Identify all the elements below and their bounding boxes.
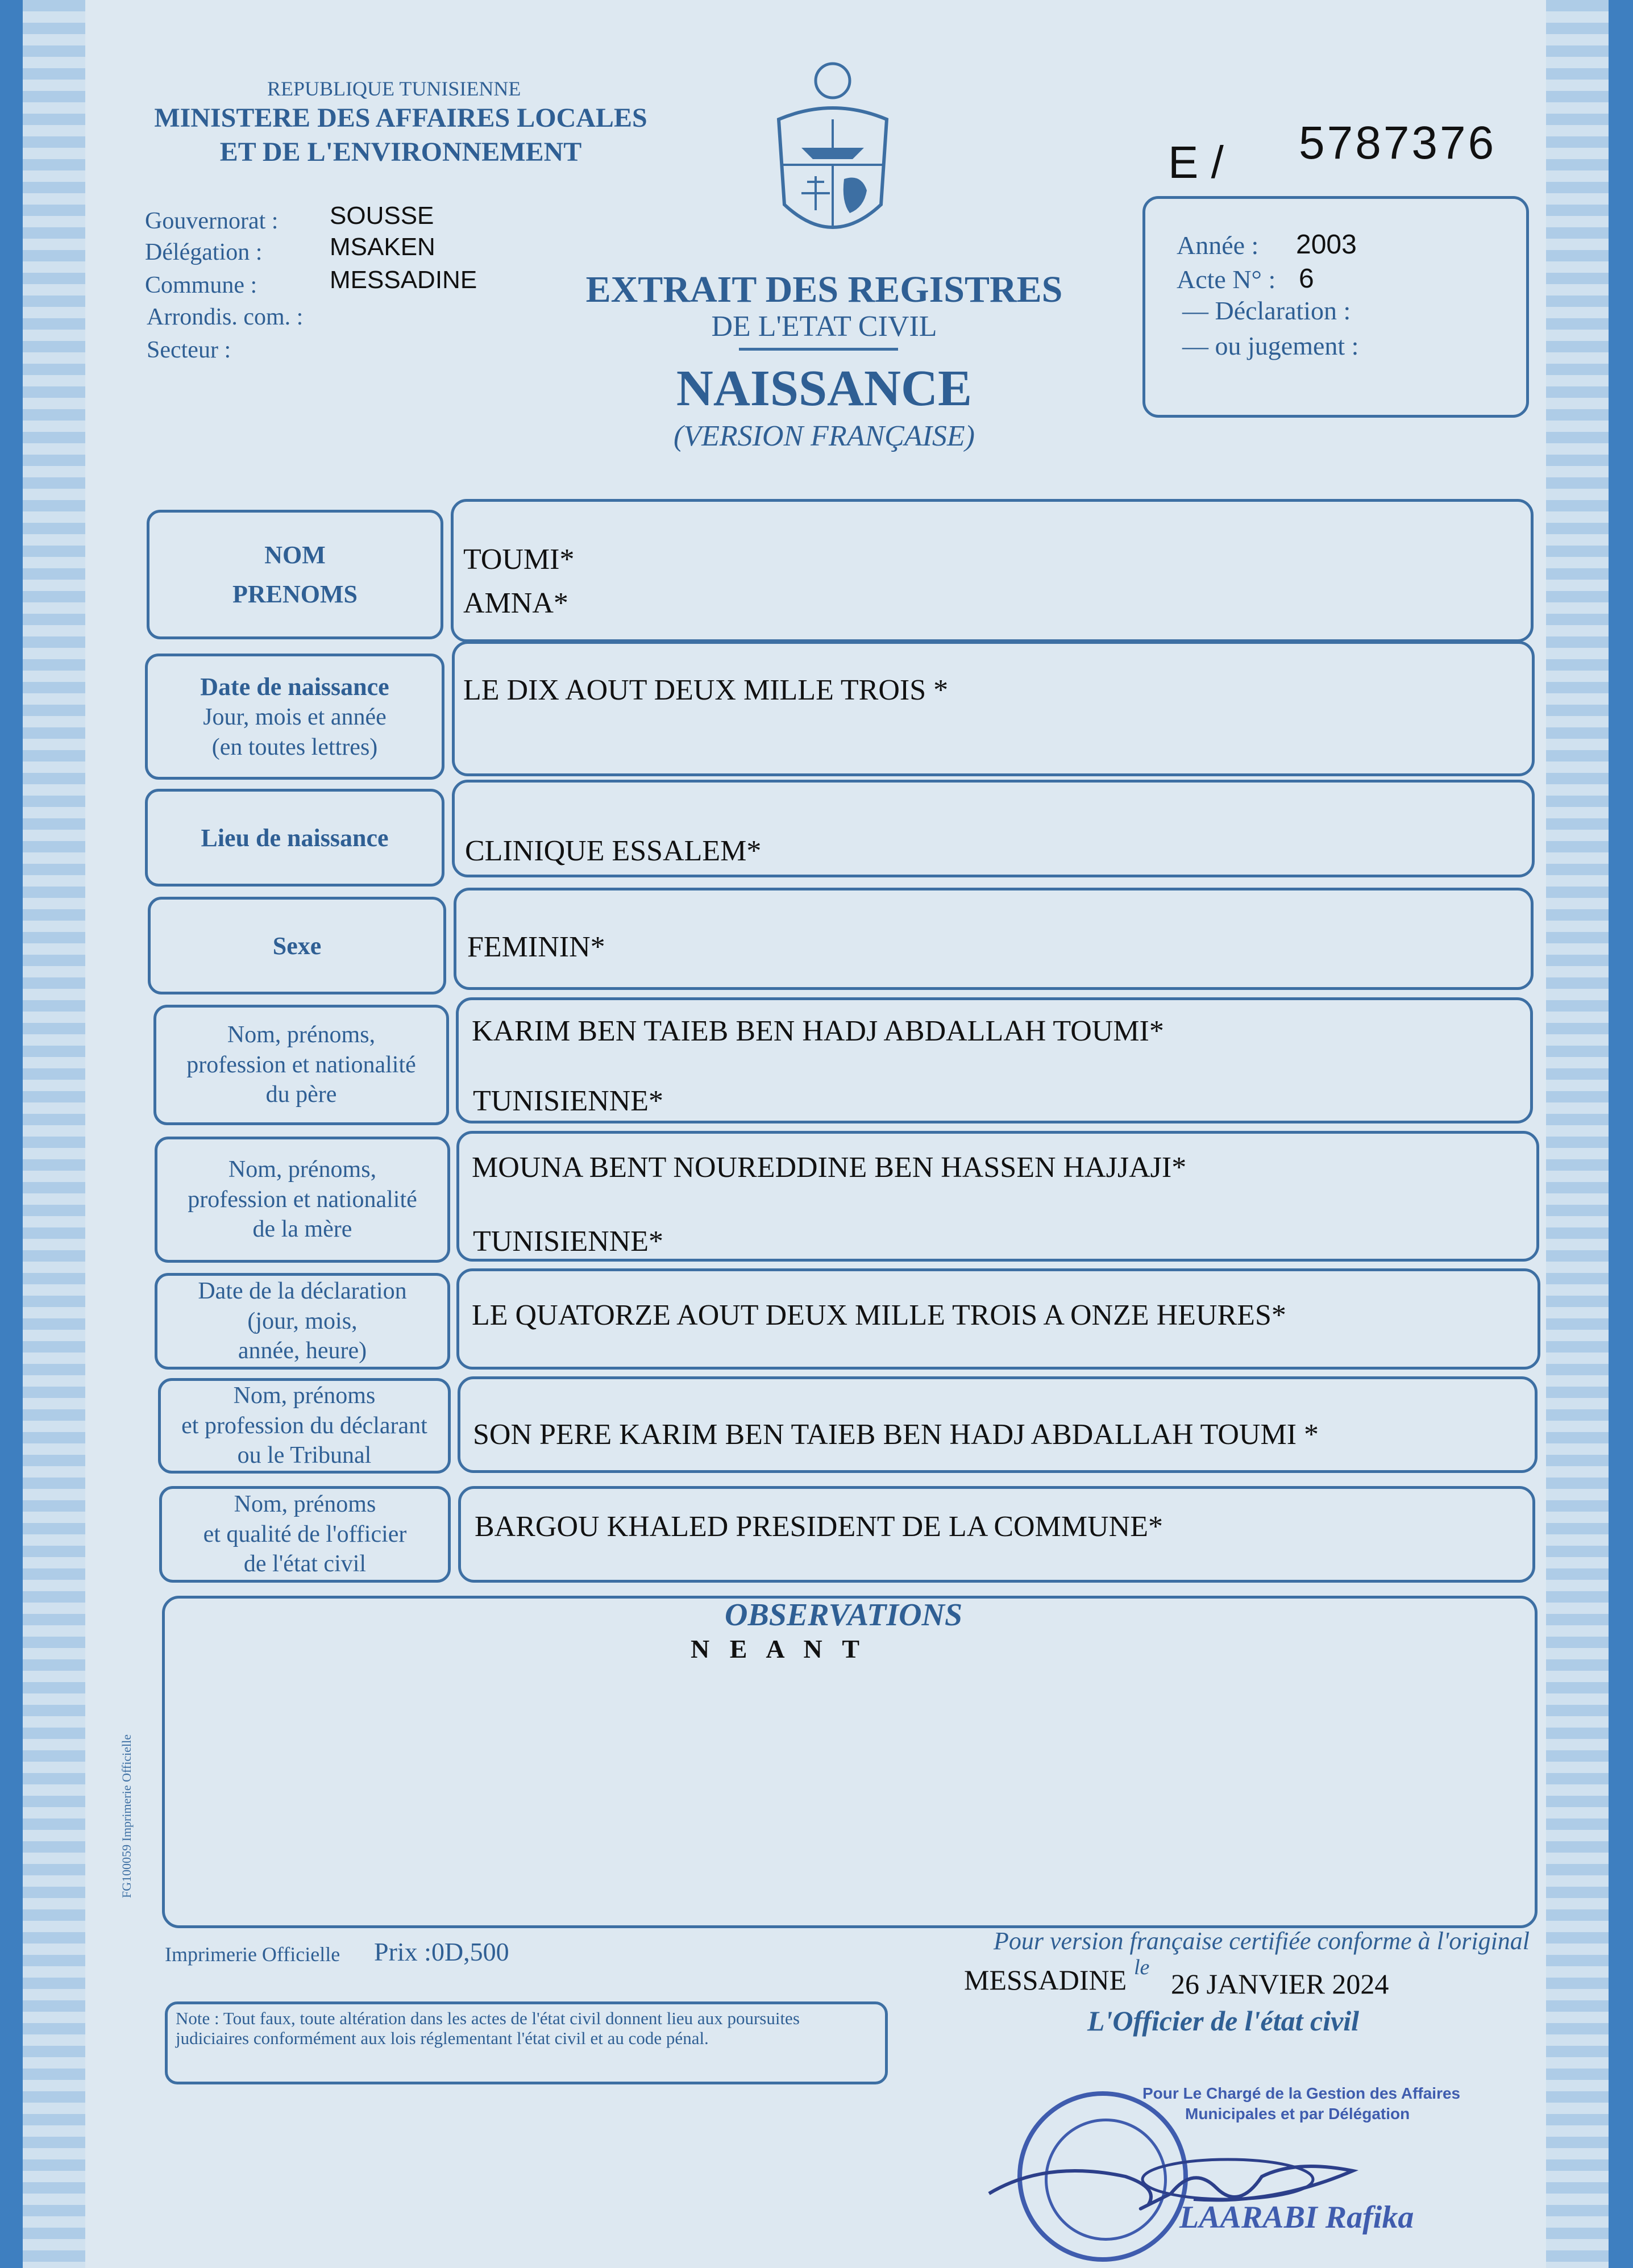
declarant-value: SON PERE KARIM BEN TAIEB BEN HADJ ABDALLAH TOUMI * — [473, 1418, 1319, 1451]
pere-value-name: KARIM BEN TAIEB BEN HADJ ABDALLAH TOUMI* — [472, 1015, 1164, 1047]
dob-label-sub1: Jour, mois et année — [203, 704, 387, 730]
delegation-value: MSAKEN — [330, 233, 435, 261]
delegation-line2: Municipales et par Délégation — [1185, 2105, 1410, 2123]
prenoms-value: AMNA* — [463, 587, 568, 619]
annee-label: Année : — [1177, 231, 1259, 260]
prenoms-label: PRENOMS — [232, 580, 358, 608]
sexe-label: Sexe — [272, 931, 322, 960]
commune-label: Commune : — [145, 272, 257, 298]
mere-label-line1: Nom, prénoms, — [228, 1156, 377, 1183]
declarant-label-line1: Nom, prénoms — [233, 1383, 376, 1409]
officier-label-line2: et qualité de l'officier — [203, 1521, 407, 1547]
sexe-value-box — [454, 888, 1534, 990]
title-version: (VERSION FRANÇAISE) — [674, 420, 975, 452]
decl-label-line3: année, heure) — [238, 1338, 367, 1364]
mere-label-line3: de la mère — [252, 1216, 352, 1243]
dob-label-sub2: (en toutes lettres) — [211, 734, 378, 760]
pere-label-line1: Nom, prénoms, — [227, 1022, 376, 1048]
pere-label-line2: profession et nationalité — [186, 1051, 416, 1078]
legal-note-text: Note : Tout faux, toute altération dans les actes de l'état civil donnent lieu aux poursuites judiciaires conformément aux lois réglementant l'état civil et au code pénal. — [176, 2008, 800, 2048]
officer-title: L'Officier de l'état civil — [1087, 2005, 1360, 2037]
declarant-label-box — [158, 1378, 451, 1474]
arrondissement-label: Arrondis. com. : — [147, 304, 304, 330]
observations-title: OBSERVATIONS — [725, 1597, 963, 1633]
le-text: le — [1134, 1955, 1150, 1979]
observations-value: N E A N T — [691, 1634, 867, 1663]
date-naissance-value-box — [452, 641, 1535, 776]
pere-label-line3: du père — [265, 1081, 337, 1108]
sexe-value: FEMININ* — [467, 931, 605, 963]
decorative-border-right — [1546, 0, 1609, 2268]
acte-number-value: 6 — [1299, 264, 1314, 294]
acte-number-label: Acte N° : — [1177, 265, 1276, 294]
coat-of-arms-emblem — [767, 57, 898, 256]
signatory-name: LAARABI Rafika — [1179, 2200, 1414, 2235]
place-text: MESSADINE — [964, 1964, 1127, 1996]
delegation-label: Délégation : — [145, 239, 263, 265]
pere-label-box — [153, 1005, 449, 1125]
commune-value: MESSADINE — [330, 266, 477, 294]
lieu-naissance-label-box — [145, 789, 444, 887]
delegation-line1: Pour Le Chargé de la Gestion des Affaires — [1142, 2084, 1461, 2102]
declarant-label-line2: et profession du déclarant — [181, 1412, 427, 1439]
decl-label-line1: Date de la déclaration — [198, 1278, 407, 1305]
mere-value-nationality: TUNISIENNE* — [473, 1225, 664, 1258]
republic-text: REPUBLIQUE TUNISIENNE — [267, 77, 521, 100]
dob-label-title: Date de naissance — [200, 673, 389, 701]
title-underline — [739, 348, 898, 351]
annee-value: 2003 — [1296, 230, 1357, 260]
prix-text: Prix :0D,500 — [374, 1937, 509, 1966]
mere-value-name: MOUNA BENT NOUREDDINE BEN HASSEN HAJJAJI* — [472, 1151, 1187, 1184]
certified-text: Pour version française certifiée conforme à l'original — [994, 1927, 1530, 1955]
declaration-date-value: LE QUATORZE AOUT DEUX MILLE TROIS A ONZE HEURES* — [472, 1299, 1286, 1331]
ministry-line1: MINISTERE DES AFFAIRES LOCALES — [154, 103, 647, 133]
nom-prenoms-label-box — [147, 510, 443, 639]
sexe-label-box — [148, 897, 446, 994]
lieu-value: CLINIQUE ESSALEM* — [465, 835, 762, 867]
dob-value: LE DIX AOUT DEUX MILLE TROIS * — [463, 674, 949, 706]
nom-prenoms-value-box — [451, 499, 1534, 642]
date-naissance-label-box — [145, 654, 444, 780]
imprimerie-label: Imprimerie Officielle — [165, 1943, 340, 1966]
serial-number: 5787376 — [1299, 117, 1497, 169]
declaration-label: — Déclaration : — [1182, 296, 1351, 325]
serial-prefix: E / — [1168, 137, 1224, 188]
ministry-line2: ET DE L'ENVIRONNEMENT — [219, 137, 582, 167]
mere-label-line2: profession et nationalité — [188, 1186, 417, 1213]
declarant-label-line3: ou le Tribunal — [237, 1442, 372, 1469]
legal-note-box — [165, 2001, 888, 2084]
officier-value: BARGOU KHALED PRESIDENT DE LA COMMUNE* — [475, 1510, 1163, 1543]
title-naissance: NAISSANCE — [676, 360, 973, 417]
lieu-label: Lieu de naissance — [201, 823, 389, 852]
gouvernorat-value: SOUSSE — [330, 202, 434, 230]
form-code: FG100059 Imprimerie Officielle — [119, 1734, 134, 1898]
jugement-label: — ou jugement : — [1182, 331, 1359, 360]
decl-label-line2: (jour, mois, — [247, 1308, 358, 1334]
mere-label-box — [155, 1137, 450, 1263]
officier-label-box — [159, 1486, 451, 1583]
gouvernorat-label: Gouvernorat : — [145, 208, 279, 234]
officier-label-line1: Nom, prénoms — [234, 1491, 376, 1518]
pere-value-nationality: TUNISIENNE* — [473, 1085, 664, 1117]
nom-value: TOUMI* — [463, 543, 575, 576]
nom-label: NOM — [264, 541, 326, 569]
officier-label-line3: de l'état civil — [243, 1551, 367, 1578]
title-line1: EXTRAIT DES REGISTRES — [585, 269, 1063, 310]
declaration-date-label-box — [155, 1273, 450, 1370]
date-text: 26 JANVIER 2024 — [1171, 1968, 1389, 2000]
secteur-label: Secteur : — [147, 337, 231, 363]
decorative-border-left — [23, 0, 85, 2268]
title-line2: DE L'ETAT CIVIL — [711, 310, 937, 343]
